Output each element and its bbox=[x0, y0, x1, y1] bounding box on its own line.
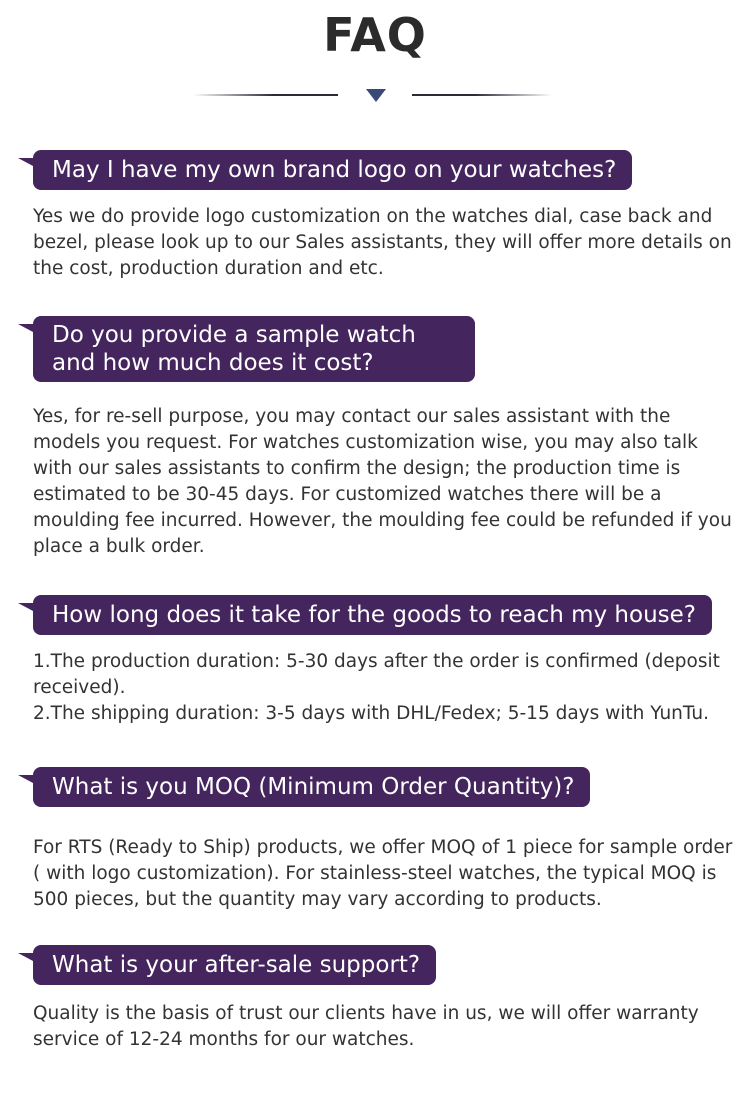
faq-question: What is your after-sale support? bbox=[33, 945, 436, 985]
faq-item bbox=[0, 150, 750, 282]
answer-paragraph: Yes we do provide logo customization on the watches dial, case back and bezel, please look up to our Sales assistants, they will offer more details on the cost, production duration and etc. bbox=[33, 206, 732, 279]
faq-item bbox=[0, 595, 750, 727]
faq-answer bbox=[33, 1001, 733, 1053]
faq-answer bbox=[33, 404, 733, 560]
speech-tail-icon bbox=[18, 603, 33, 611]
faq-answer bbox=[33, 649, 733, 727]
triangle-down-icon bbox=[366, 89, 386, 102]
speech-tail-icon bbox=[18, 324, 33, 332]
question-bubble bbox=[0, 150, 750, 190]
faq-answer bbox=[33, 835, 733, 913]
question-bubble bbox=[0, 767, 750, 807]
faq-item bbox=[0, 945, 750, 1053]
question-bubble bbox=[0, 945, 750, 985]
divider-line-left bbox=[193, 94, 338, 96]
speech-tail-icon bbox=[18, 953, 33, 961]
answer-line: 2.The shipping duration: 3-5 days with DHL/Fedex; 5-15 days with YunTu. bbox=[33, 703, 709, 724]
answer-line: 1.The production duration: 5-30 days after the order is confirmed (deposit received). bbox=[33, 651, 720, 698]
faq-item bbox=[0, 767, 750, 913]
answer-paragraph: For RTS (Ready to Ship) products, we offer MOQ of 1 piece for sample order ( with logo customization). For stainless-steel watches, the typical MOQ is 500 pieces, but the quantity may vary according to products. bbox=[33, 837, 733, 910]
faq-question: What is you MOQ (Minimum Order Quantity)? bbox=[33, 767, 590, 807]
faq-answer bbox=[33, 204, 733, 282]
faq-question: Do you provide a sample watch and how much does it cost? bbox=[33, 316, 475, 382]
question-bubble bbox=[0, 316, 750, 382]
speech-tail-icon bbox=[18, 158, 33, 166]
divider-line-right bbox=[412, 94, 552, 96]
faq-item bbox=[0, 316, 750, 560]
answer-paragraph: Quality is the basis of trust our clients have in us, we will offer warranty service of 12-24 months for our watches. bbox=[33, 1003, 699, 1050]
answer-paragraph: Yes, for re-sell purpose, you may contact our sales assistant with the models you request. For watches customization wise, you may also talk with our sales assistants to confirm the design; the production time is estimated to be 30-45 days. For customized watches there will be a moulding fee incurred. However, the moulding fee could be refunded if you place a bulk order. bbox=[33, 406, 732, 557]
page-title: FAQ bbox=[323, 8, 427, 62]
speech-tail-icon bbox=[18, 775, 33, 783]
question-bubble bbox=[0, 595, 750, 635]
faq-question: How long does it take for the goods to reach my house? bbox=[33, 595, 712, 635]
title-divider bbox=[0, 85, 750, 107]
faq-question: May I have my own brand logo on your watches? bbox=[33, 150, 632, 190]
